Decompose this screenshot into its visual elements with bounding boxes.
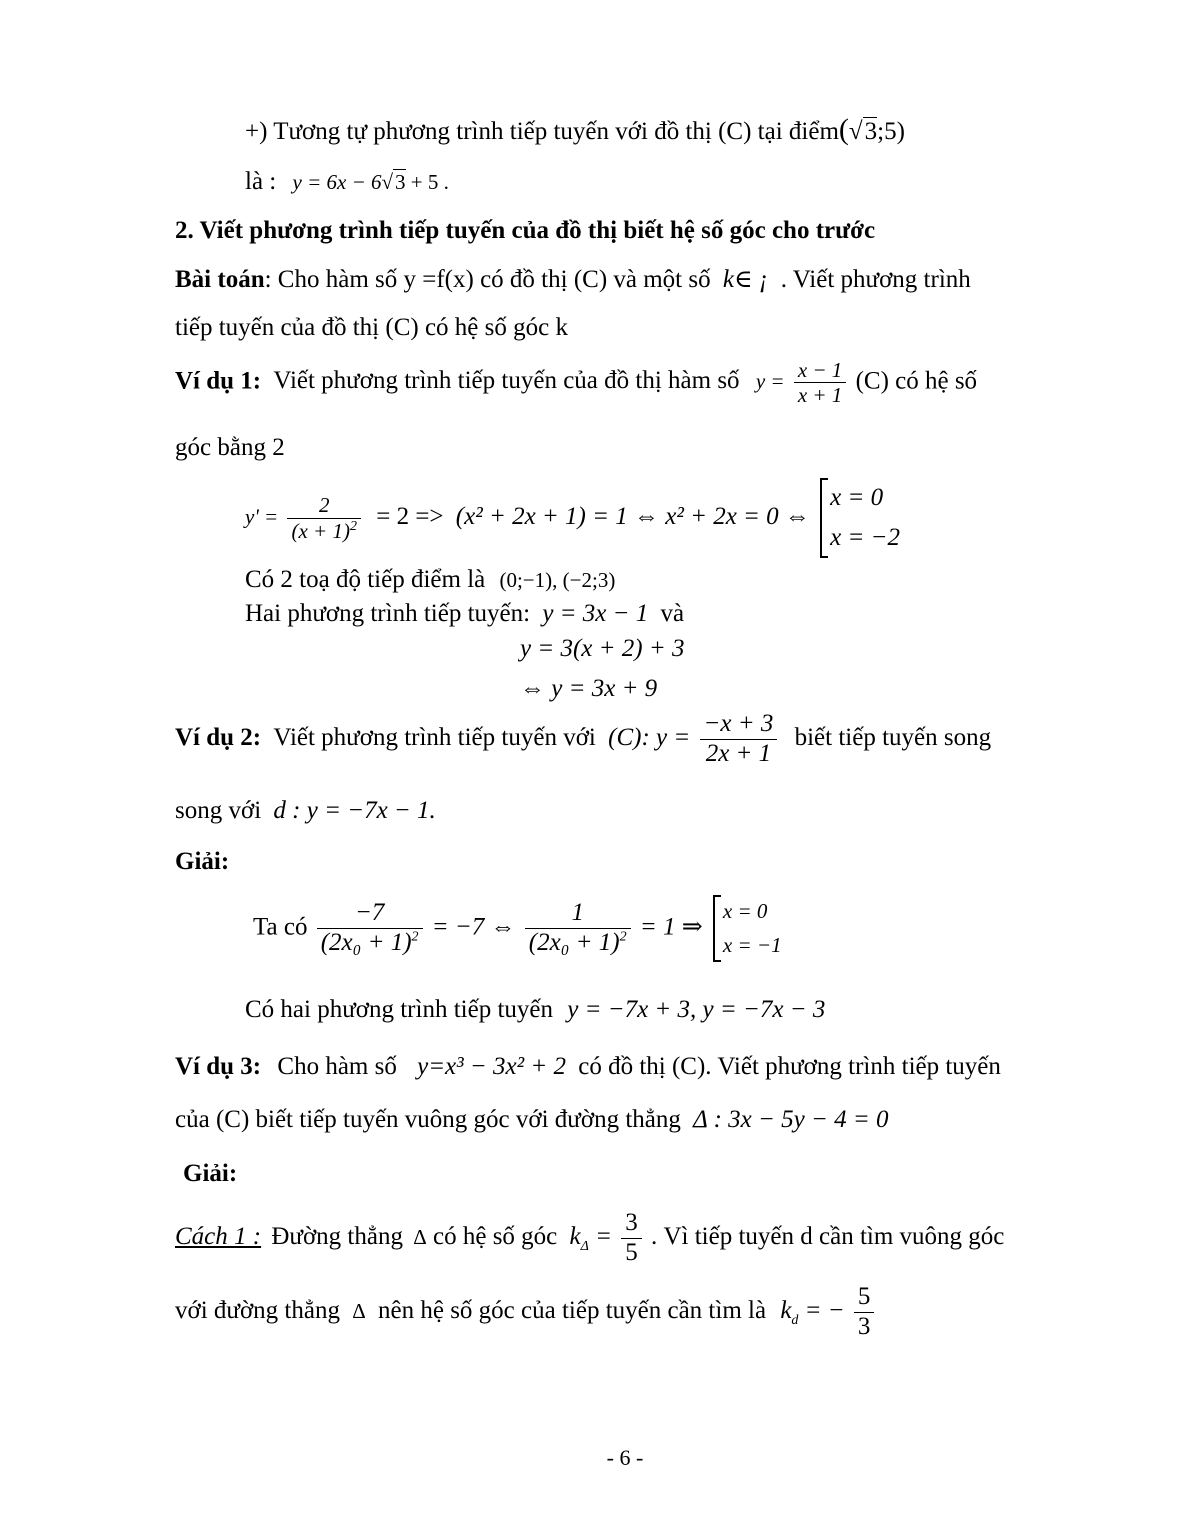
tangent-eq-part1: y = 6x − 6 (292, 170, 382, 194)
example2-text: Viết phương trình tiếp tuyến với (273, 723, 596, 751)
problem-line2: tiếp tuyến của đồ thị (C) có hệ số góc k (175, 314, 568, 341)
derivative-numerator: 2 (287, 493, 360, 518)
example1-tail: (C) có hệ số (855, 367, 978, 395)
k-d-subscript: d (791, 1312, 799, 1328)
example3-line2 (175, 1106, 888, 1135)
example2-fraction1 (317, 899, 423, 958)
example1-solution1: x = 0 (830, 484, 884, 511)
example2-line2-text: song với (175, 797, 262, 824)
example1-solutions (820, 478, 900, 558)
example2-solution1: x = 0 (722, 899, 768, 923)
example3-statement (175, 1053, 1001, 1082)
derivative-denominator: (x + 1) (291, 518, 350, 543)
example1-derivative (245, 478, 900, 558)
example1-numerator: x − 1 (794, 358, 847, 383)
and-word: và (660, 600, 685, 627)
method1-text3: . Vì tiếp tuyến d cần tìm vuông góc (650, 1222, 1005, 1250)
k-delta-subscript: Δ (580, 1238, 589, 1254)
example1-y: y = (755, 369, 785, 394)
example3-function: y=x³ − 3x² + 2 (417, 1053, 566, 1080)
example2-numerator: −x + 3 (700, 710, 778, 740)
tangent-equation-1: y = 3x − 1 (542, 600, 649, 627)
method1-line: Cách 1 : Đường thẳng Δ có hệ số góc $k_\Delta$ = $\frac{3}{5}$ . Vì tiếp tuyến d cần tìm vuông góc (175, 1209, 1005, 1266)
method1-text1: Đường thẳng (271, 1222, 403, 1250)
point-close: ;5) (877, 118, 905, 145)
derivative-equals: = 2 => (376, 502, 444, 530)
example1-solution2: x = −2 (830, 524, 901, 551)
example3-label: Ví dụ 3: (175, 1053, 262, 1080)
example3-text2: có đồ thị (C). Viết phương trình tiếp tuyến (578, 1053, 1001, 1080)
derivative-power: 2 (349, 518, 357, 534)
problem-text2: . Viết phương trình (780, 266, 971, 293)
delta-symbol: Δ (413, 1224, 427, 1249)
example2-derivation (253, 895, 782, 962)
k-delta-denominator: 5 (625, 1238, 638, 1266)
delta-equation: Δ : 3x − 5y − 4 = 0 (693, 1106, 889, 1133)
k-delta: k (569, 1222, 581, 1250)
result-equations: y = −7x + 3, y = −7x − 3 (567, 996, 826, 1023)
line-tuong-tu: +) Tương tự phương trình tiếp tuyến với đồ thị (C) tại điểm(√3;5) (245, 113, 905, 146)
tangent-eq-sqrt: 3 (395, 170, 406, 194)
fraction2-power: 2 (619, 929, 627, 945)
method1-line2 (175, 1283, 877, 1342)
example2-label: Ví dụ 2: (175, 723, 262, 751)
example2-solutions (713, 895, 782, 962)
method1-line2-text: với đường thẳng (175, 1296, 340, 1324)
example1-tangents (245, 600, 684, 629)
derivative-lhs: y' = (245, 504, 279, 529)
fraction1-power: 2 (411, 929, 419, 945)
example2-denominator: 2x + 1 (705, 739, 772, 767)
tangent-equation-2: y = 3(x + 2) + 3 (520, 635, 685, 662)
example2-statement (175, 710, 991, 769)
example2-solution-label: Giải: (175, 848, 230, 875)
derivative-fraction (287, 493, 360, 542)
example1-fraction (794, 358, 847, 407)
point-open: ( (838, 113, 849, 146)
fraction1-denominator: (2x₀ + 1) (320, 929, 412, 957)
example3-solution-label: Giải: (183, 1160, 238, 1187)
problem-label: Bài toán (175, 266, 265, 293)
line-d-equation: d : y = −7x − 1. (273, 797, 436, 824)
tangent-equation-3: ⇔ y = 3x + 9 (520, 675, 658, 702)
example2-equals2: = 1 ⇒ (639, 913, 703, 941)
tangent-points: (0;−1), (−2;3) (499, 568, 616, 592)
method1-label: Cách 1 : (175, 1222, 262, 1250)
k-d-denominator: 3 (857, 1312, 871, 1340)
example2-curve: (C): y = (608, 723, 691, 751)
example1-label: Ví dụ 1: (175, 367, 262, 395)
line2-prefix: là : (245, 168, 277, 195)
result-text: Có hai phương trình tiếp tuyến (245, 996, 553, 1023)
k-symbol: k∈ ¡ (722, 266, 769, 293)
tangent-eq-part2: + 5 . (405, 170, 449, 194)
tangents-text: Hai phương trình tiếp tuyến: (245, 600, 531, 627)
example1-points (245, 566, 615, 595)
fraction2-denominator: (2x₀ + 1) (528, 929, 620, 957)
section-heading: 2. Viết phương trình tiếp tuyến của đồ thị biết hệ số góc cho trước (175, 217, 876, 244)
problem-text1: : Cho hàm số y =f(x) có đồ thị (C) và một số (264, 266, 711, 293)
line-la: là : y = 6x − 6√3 + 5 . (245, 168, 449, 195)
example2-fraction2 (525, 899, 631, 958)
page-number: - 6 - (606, 1445, 644, 1470)
example3-text1: Cho hàm số (277, 1053, 397, 1080)
example2-fraction (700, 710, 778, 769)
points-text: Có 2 toạ độ tiếp điểm là (245, 566, 486, 593)
example2-tail: biết tiếp tuyến song (794, 723, 992, 751)
fraction2-numerator: 1 (525, 899, 631, 929)
problem-statement (175, 266, 1067, 295)
example2-equals1: = −7 ⇔ (431, 913, 516, 941)
example1-text: Viết phương trình tiếp tuyến của đồ thị hàm số (273, 367, 740, 395)
derivative-equation: (x² + 2x + 1) = 1 ⇔ x² + 2x = 0 ⇔ (455, 502, 810, 530)
example2-result (245, 996, 825, 1025)
example3-line2-text: của (C) biết tiếp tuyến vuông góc với đường thẳng (175, 1106, 681, 1133)
example2-solution2: x = −1 (722, 932, 782, 957)
point-sqrt: 3 (864, 118, 878, 145)
method1-line2-text2: nên hệ số góc của tiếp tuyến cần tìm là (378, 1296, 767, 1324)
k-delta-fraction (621, 1209, 642, 1268)
k-d-fraction (854, 1283, 875, 1342)
example1-line2: góc bằng 2 (175, 434, 285, 461)
k-d-sign: = − (804, 1296, 845, 1324)
ta-co-text: Ta có (253, 913, 308, 941)
example1-statement (175, 358, 977, 407)
k-delta-numerator: 3 (621, 1209, 642, 1239)
fraction1-numerator: −7 (317, 899, 423, 929)
method1-text2: có hệ số góc (433, 1222, 558, 1250)
example1-denominator: x + 1 (797, 383, 843, 408)
k-d: k (780, 1296, 792, 1324)
k-d-numerator: 5 (854, 1283, 875, 1313)
example2-line2 (175, 797, 436, 826)
delta-symbol-2: Δ (352, 1298, 366, 1323)
line1-text: +) Tương tự phương trình tiếp tuyến với đồ thị (C) tại điểm (245, 118, 839, 145)
